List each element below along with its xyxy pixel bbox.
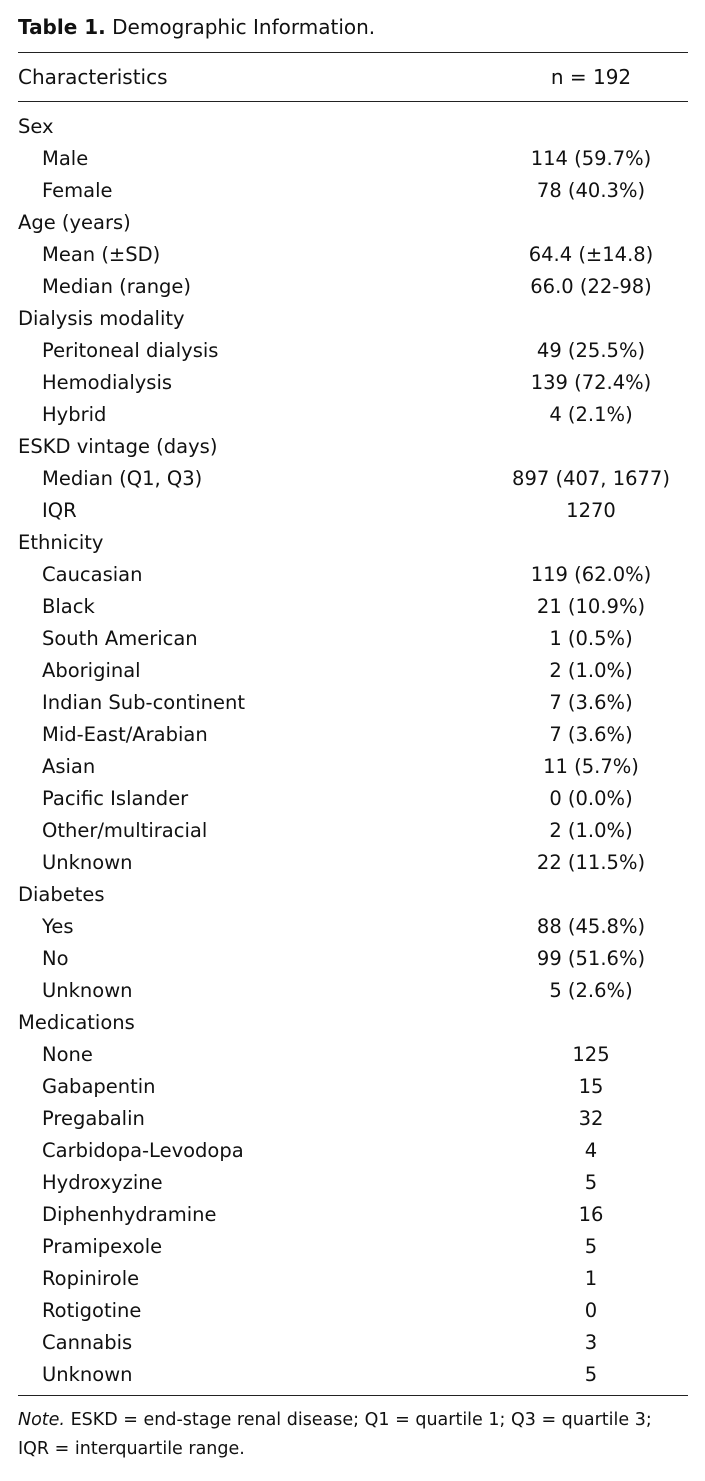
table-group-row bbox=[0, 527, 705, 559]
row-value: 99 (51.6%) bbox=[536, 947, 646, 970]
row-label: Indian Sub-continent bbox=[42, 691, 245, 714]
table-row bbox=[0, 239, 705, 271]
table-row bbox=[0, 815, 705, 847]
row-value: 49 (25.5%) bbox=[536, 339, 646, 362]
table-group-row bbox=[0, 879, 705, 911]
row-label: Black bbox=[42, 595, 95, 618]
row-value: 11 (5.7%) bbox=[543, 755, 639, 778]
row-value: 0 (0.0%) bbox=[549, 787, 633, 810]
table-row bbox=[0, 399, 705, 431]
table-note bbox=[18, 1406, 688, 1464]
row-value: 5 (2.6%) bbox=[549, 979, 633, 1002]
note-label: Note. bbox=[18, 1410, 65, 1430]
row-value: 1270 bbox=[566, 499, 616, 522]
row-value: 4 (2.1%) bbox=[549, 403, 633, 426]
table-row bbox=[0, 1327, 705, 1359]
top-rule bbox=[18, 52, 688, 53]
row-label: Hemodialysis bbox=[42, 371, 173, 394]
row-value: 1 bbox=[584, 1267, 598, 1290]
row-label: Mean (±SD) bbox=[42, 243, 161, 266]
table-row bbox=[0, 719, 705, 751]
row-label: Ropinirole bbox=[42, 1267, 140, 1290]
row-value: 7 (3.6%) bbox=[549, 691, 633, 714]
table-row bbox=[0, 783, 705, 815]
row-value: 119 (62.0%) bbox=[530, 563, 652, 586]
table-row bbox=[0, 335, 705, 367]
table-row bbox=[0, 271, 705, 303]
row-label: Pregabalin bbox=[42, 1107, 145, 1130]
row-value: 66.0 (22-98) bbox=[530, 275, 652, 298]
row-label: Rotigotine bbox=[42, 1299, 142, 1322]
row-label: Peritoneal dialysis bbox=[42, 339, 219, 362]
row-value: 21 (10.9%) bbox=[536, 595, 646, 618]
table-row bbox=[0, 559, 705, 591]
bottom-rule bbox=[18, 1395, 688, 1396]
row-value: 2 (1.0%) bbox=[549, 819, 633, 842]
row-label: South American bbox=[42, 627, 198, 650]
row-label: Pramipexole bbox=[42, 1235, 163, 1258]
row-label: Hybrid bbox=[42, 403, 107, 426]
row-value: 4 bbox=[584, 1139, 598, 1162]
table-row bbox=[0, 1199, 705, 1231]
row-label: Aboriginal bbox=[42, 659, 141, 682]
row-label: Unknown bbox=[42, 1363, 133, 1386]
row-value: 1 (0.5%) bbox=[549, 627, 633, 650]
row-label: Mid-East/Arabian bbox=[42, 723, 208, 746]
table-row bbox=[0, 463, 705, 495]
table-group-row bbox=[0, 431, 705, 463]
row-value: 3 bbox=[584, 1331, 598, 1354]
table-row bbox=[0, 655, 705, 687]
group-label: Diabetes bbox=[18, 883, 105, 906]
row-label: Pacific Islander bbox=[42, 787, 189, 810]
table-row bbox=[0, 1039, 705, 1071]
table-row bbox=[0, 1359, 705, 1391]
row-value: 88 (45.8%) bbox=[536, 915, 646, 938]
row-value: 114 (59.7%) bbox=[530, 147, 652, 170]
table-title: Demographic Information. bbox=[112, 15, 376, 39]
table-row bbox=[0, 623, 705, 655]
table-row bbox=[0, 591, 705, 623]
row-label: Median (Q1, Q3) bbox=[42, 467, 203, 490]
table-row bbox=[0, 1071, 705, 1103]
table-row bbox=[0, 911, 705, 943]
table-row bbox=[0, 1103, 705, 1135]
row-label: Female bbox=[42, 179, 113, 202]
row-value: 15 bbox=[578, 1075, 604, 1098]
row-value: 125 bbox=[572, 1043, 610, 1066]
group-label: ESKD vintage (days) bbox=[18, 435, 218, 458]
table-header bbox=[0, 60, 705, 94]
row-label: IQR bbox=[42, 499, 77, 522]
table-label: Table 1. bbox=[18, 15, 106, 39]
row-label: Yes bbox=[42, 915, 74, 938]
row-label: Caucasian bbox=[42, 563, 143, 586]
row-value: 78 (40.3%) bbox=[536, 179, 646, 202]
table-row bbox=[0, 495, 705, 527]
row-label: Gabapentin bbox=[42, 1075, 156, 1098]
table-row bbox=[0, 367, 705, 399]
row-label: Cannabis bbox=[42, 1331, 133, 1354]
table-row bbox=[0, 175, 705, 207]
row-label: None bbox=[42, 1043, 93, 1066]
group-label: Dialysis modality bbox=[18, 307, 185, 330]
table-row bbox=[0, 847, 705, 879]
row-label: Unknown bbox=[42, 851, 133, 874]
row-value: 32 bbox=[578, 1107, 604, 1130]
header-sample-size: n = 192 bbox=[550, 65, 632, 89]
group-label: Sex bbox=[18, 115, 54, 138]
table-caption bbox=[18, 10, 375, 44]
row-label: Other/multiracial bbox=[42, 819, 208, 842]
row-label: No bbox=[42, 947, 69, 970]
group-label: Ethnicity bbox=[18, 531, 104, 554]
table-row bbox=[0, 975, 705, 1007]
table-group-row bbox=[0, 207, 705, 239]
row-value: 0 bbox=[584, 1299, 598, 1322]
row-label: Asian bbox=[42, 755, 96, 778]
row-label: Unknown bbox=[42, 979, 133, 1002]
table-row bbox=[0, 1295, 705, 1327]
row-value: 5 bbox=[584, 1235, 598, 1258]
row-label: Hydroxyzine bbox=[42, 1171, 163, 1194]
row-value: 897 (407, 1677) bbox=[512, 467, 670, 490]
row-value: 16 bbox=[578, 1203, 604, 1226]
table-group-row bbox=[0, 1007, 705, 1039]
row-label: Median (range) bbox=[42, 275, 192, 298]
table-row bbox=[0, 1263, 705, 1295]
row-label: Male bbox=[42, 147, 89, 170]
row-value: 5 bbox=[584, 1171, 598, 1194]
header-characteristics: Characteristics bbox=[18, 65, 168, 89]
row-value: 22 (11.5%) bbox=[536, 851, 646, 874]
row-label: Diphenhydramine bbox=[42, 1203, 217, 1226]
table-body bbox=[0, 111, 705, 1391]
row-label: Carbidopa-Levodopa bbox=[42, 1139, 244, 1162]
row-value: 2 (1.0%) bbox=[549, 659, 633, 682]
table-row bbox=[0, 1167, 705, 1199]
table-row bbox=[0, 1231, 705, 1263]
note-text: ESKD = end-stage renal disease; Q1 = quartile 1; Q3 = quartile 3; IQR = interquartile range. bbox=[18, 1410, 652, 1459]
header-rule bbox=[18, 101, 688, 102]
table-row bbox=[0, 943, 705, 975]
table-row bbox=[0, 1135, 705, 1167]
table-row bbox=[0, 687, 705, 719]
group-label: Medications bbox=[18, 1011, 135, 1034]
row-value: 5 bbox=[584, 1363, 598, 1386]
group-label: Age (years) bbox=[18, 211, 131, 234]
table-row bbox=[0, 751, 705, 783]
row-value: 7 (3.6%) bbox=[549, 723, 633, 746]
row-value: 139 (72.4%) bbox=[530, 371, 652, 394]
table-group-row bbox=[0, 303, 705, 335]
table-group-row bbox=[0, 111, 705, 143]
row-value: 64.4 (±14.8) bbox=[528, 243, 654, 266]
table-row bbox=[0, 143, 705, 175]
